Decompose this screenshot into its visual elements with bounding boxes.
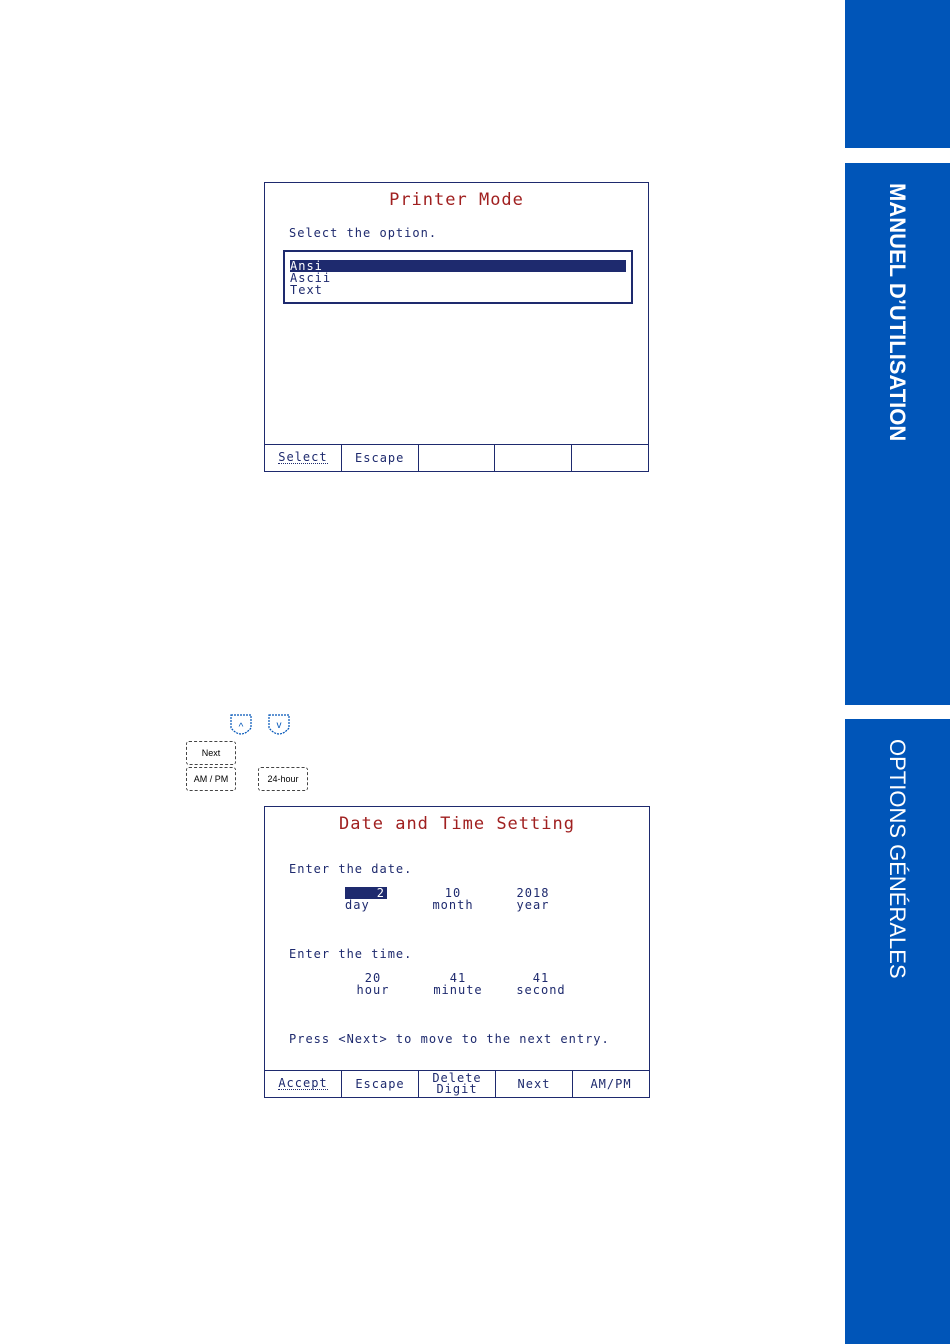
up-arrow-key[interactable] [230, 714, 252, 738]
date-time-softkey-bar [265, 1070, 649, 1097]
day-value[interactable]: 2 [345, 887, 387, 899]
printer-softkey-bar [265, 444, 648, 471]
side-tab-manual[interactable] [845, 163, 950, 705]
printer-mode-prompt: Select the option. [289, 226, 438, 240]
date-prompt: Enter the date. [289, 862, 413, 876]
printer-mode-screen [264, 182, 649, 472]
date-time-screen [264, 806, 650, 1098]
side-tab-options[interactable] [845, 719, 950, 1344]
minute-value[interactable]: 41 [449, 971, 467, 985]
side-tab-manual-label: MANUEL D’UTILISATION [885, 183, 910, 442]
empty-softkey-4[interactable] [495, 445, 572, 471]
printer-option-ansi[interactable]: Ansi [290, 260, 626, 272]
year-field[interactable] [503, 887, 563, 911]
hour-field[interactable] [343, 972, 403, 996]
accept-softkey[interactable]: Accept [265, 1071, 342, 1097]
empty-softkey-3[interactable] [419, 445, 496, 471]
svg-text:^: ^ [238, 722, 244, 733]
printer-option-ascii[interactable]: Ascii [290, 271, 332, 285]
time-prompt: Enter the time. [289, 947, 413, 961]
month-value[interactable]: 10 [444, 886, 462, 900]
side-tab-top [845, 0, 950, 148]
24-hour-key[interactable]: 24-hour [258, 767, 308, 791]
next-hint: Press <Next> to move to the next entry. [289, 1032, 610, 1046]
day-field[interactable] [345, 887, 405, 911]
minute-label: minute [433, 983, 483, 997]
minute-field[interactable] [428, 972, 488, 996]
date-time-title: Date and Time Setting [339, 814, 575, 834]
hour-value[interactable]: 20 [364, 971, 382, 985]
delete-digit-softkey[interactable]: Delete Digit [419, 1071, 496, 1097]
month-field[interactable] [423, 887, 483, 911]
next-softkey[interactable]: Next [496, 1071, 573, 1097]
second-value[interactable]: 41 [532, 971, 550, 985]
svg-text:v: v [276, 720, 282, 731]
year-value[interactable]: 2018 [516, 886, 550, 900]
hour-label: hour [356, 983, 390, 997]
side-tab-options-label: OPTIONS GÉNÉRALES [885, 739, 910, 979]
escape-softkey[interactable]: Escape [342, 445, 419, 471]
empty-softkey-5[interactable] [572, 445, 648, 471]
day-label: day [345, 898, 370, 912]
next-key[interactable]: Next [186, 741, 236, 765]
down-arrow-key[interactable] [268, 714, 290, 738]
printer-mode-title: Printer Mode [389, 190, 524, 210]
printer-option-text[interactable]: Text [290, 283, 323, 297]
printer-option-list[interactable] [283, 250, 633, 304]
second-label: second [516, 983, 566, 997]
month-label: month [432, 898, 474, 912]
second-field[interactable] [511, 972, 571, 996]
escape-softkey[interactable]: Escape [342, 1071, 419, 1097]
am-pm-key[interactable]: AM / PM [186, 767, 236, 791]
select-softkey[interactable]: Select [265, 445, 342, 471]
am-pm-softkey[interactable]: AM/PM [590, 1076, 632, 1091]
year-label: year [516, 898, 550, 912]
